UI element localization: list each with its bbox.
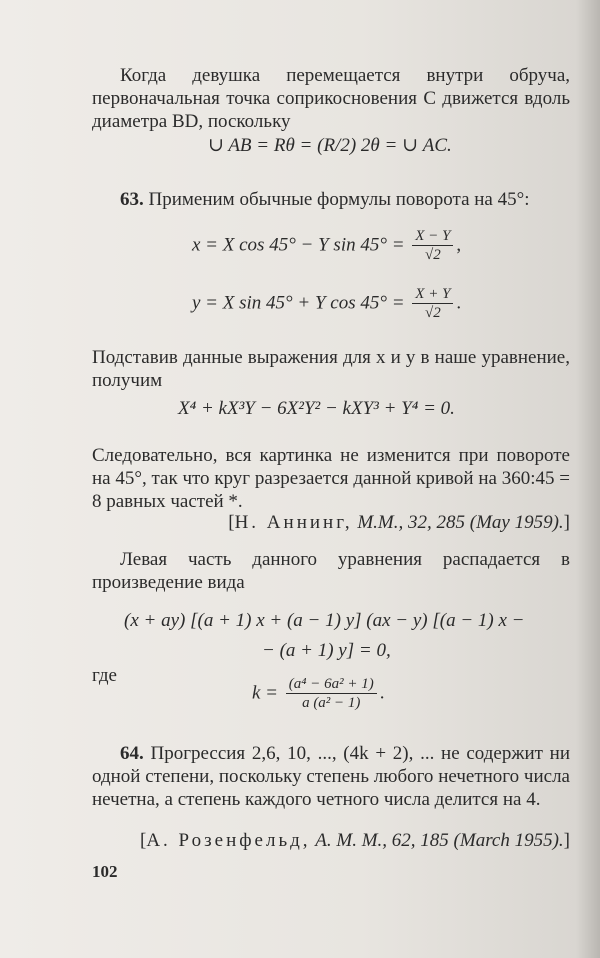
eq-k-numerator: (a⁴ − 6a² + 1) — [286, 676, 377, 694]
ref2-source: A. M. M., 62, 185 (March 1955). — [315, 830, 564, 851]
ref1-author: Н. Аннинг, — [234, 512, 353, 533]
page-number: 102 — [92, 862, 118, 881]
paragraph-factorization: Левая часть данного уравнения распадается в произведение вида — [92, 549, 570, 593]
eq-x-left: x = X cos 45° − Y sin 45° = — [192, 234, 405, 256]
problem-64 — [92, 742, 570, 811]
paragraph-conclusion: Следовательно, вся картинка не изменится при повороте на 45°, так что круг разрезается данной кривой на 360:45 = 8 равных частей *. — [92, 445, 570, 512]
problem-64-text: Прогрессия 2,6, 10, ..., (4k + 2), ... не содержит ни одной степени, поскольку степень любого нечетного числа нечетна, а степень каждого четного числа делится на 4. — [92, 743, 570, 810]
problem-number-64: 64. — [120, 743, 144, 764]
ref2-author: А. Розенфельд, — [146, 830, 311, 851]
problem-number-63: 63. — [120, 189, 144, 210]
paragraph-substitute: Подставив данные выражения для x и y в наше уравнение, получим — [92, 347, 570, 391]
paragraph-girl-hoop: Когда девушка перемещается внутри обруча, первоначальная точка соприкосновения C движется вдоль диаметра BD, поскольку — [92, 65, 570, 132]
problem-63 — [92, 188, 570, 211]
equation-product-line1: (x + ay) [(a + 1) x + (a − 1) y] (ax − y) [(a − 1) x − — [124, 610, 525, 631]
equation-x-rotation: x = X cos 45° − Y sin 45° = $\frac{X - Y}{√2}$ , — [192, 228, 462, 263]
eq-y-denominator: √2 — [424, 305, 441, 321]
reference-rosenfeld: [А. Розенфельд, A. M. M., 62, 185 (March 1955).] — [139, 830, 570, 851]
eq-y-fraction — [412, 286, 453, 322]
eq-k-left: k = — [252, 682, 279, 704]
eq-x-fraction — [412, 228, 453, 264]
eq-x-numerator: X − Y — [412, 228, 453, 246]
reference-anning: [Н. Аннинг, M.M., 32, 285 (May 1959).] — [228, 512, 570, 533]
eq-x-denominator: √2 — [424, 247, 441, 263]
equation-product-line2: − (a + 1) y] = 0, — [262, 640, 391, 661]
equation-y-rotation: y = X sin 45° + Y cos 45° = $\frac{X + Y}{√2}$ . — [192, 286, 462, 321]
word-where: где — [92, 665, 117, 686]
equation-k: k = $\frac{\text{(a⁴ − 6a² + 1)}}{\text{a (a² − 1)}}$ . — [252, 676, 385, 711]
eq-y-left: y = X sin 45° + Y cos 45° = — [192, 292, 405, 314]
eq-k-denominator: a (a² − 1) — [302, 695, 361, 711]
problem-63-text: Применим обычные формулы поворота на 45°: — [148, 189, 530, 210]
eq-k-fraction — [286, 676, 377, 712]
equation-arc: ∪ AB = Rθ = (R/2) 2θ = ∪ AC. — [208, 135, 452, 156]
equation-quartic: X⁴ + kX³Y − 6X²Y² − kXY³ + Y⁴ = 0. — [178, 398, 455, 419]
eq-y-numerator: X + Y — [412, 286, 453, 304]
ref1-source: M.M., 32, 285 (May 1959). — [357, 512, 564, 533]
